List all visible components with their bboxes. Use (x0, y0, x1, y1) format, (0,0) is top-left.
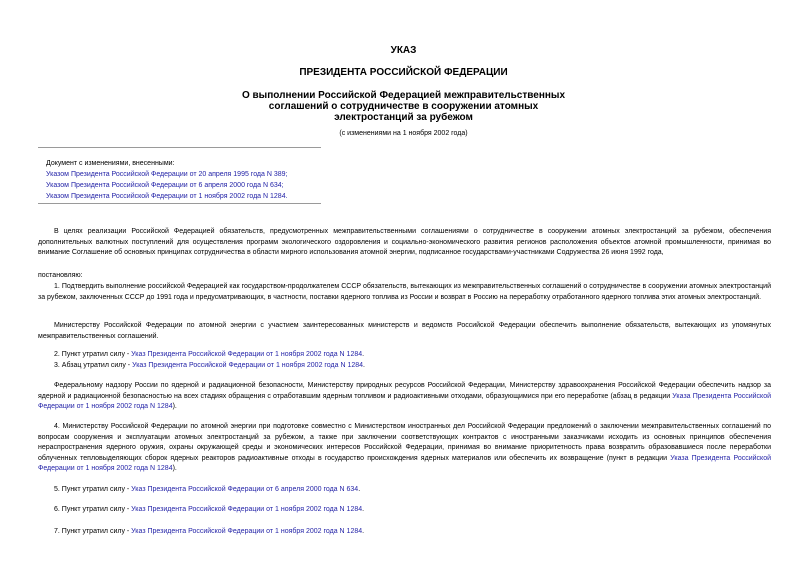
paragraph-text: Федеральному надзору России по ядерной и радиационной безопасности, Министерству природных ресурсов Российской Федерации, Министерству здравоохранения Российской Федерации обеспечить надзор за ядерной и радиационной безопасностью на всех стадиях обращения с отработавшим ядерным топливом и радиоактивными отходами, образующимися при его переработке (абзац в редакции (38, 382, 771, 400)
repeal-link[interactable]: Указ Президента Российской Федерации от 1 ноября 2002 года N 1284 (131, 506, 363, 513)
paragraph-end: ). (172, 403, 177, 410)
preamble-paragraph: В целях реализации Российской Федерацией обязательств, предусмотренных межправительственными соглашениями о сотрудничестве в сооружении атомных электростанций за рубежом, обеспечения дополнительных валютных поступлений для осуществления программ экологического оздоровления и социально-экономического развития регионов расположения объектов атомной промышленности, принимая во внимание Соглашение об основных принципах сотрудничества в области мирного использования атомной энергии, подписанное государствами-участниками Содружества 26 июня 1992 года, (38, 228, 771, 256)
paragraph-4 (38, 422, 771, 475)
paragraph-text: 7. Пункт утратил силу - (54, 528, 132, 535)
paragraph-1: 1. Подтвердить выполнение российской Федерацией как государством-продолжателем СССР обязательств, вытекающих из межправительственных соглашений о сотрудничестве в сооружении атомных электростанций за рубежом, заключенных СССР до 1991 года и предусматривающих, в частности, поставки ядерного топлива из России и возврат в Россию на переработку отработанного ядерного топлива этих атомных электростанций. (38, 283, 771, 301)
changes-intro: Документ с изменениями, внесенными: (46, 160, 175, 167)
period: . (363, 362, 365, 369)
change-link[interactable]: Указом Президента Российской Федерации от 6 апреля 2000 года N 634; (46, 182, 284, 189)
paragraph-6 (38, 505, 771, 516)
title-line: соглашений о сотрудничестве в сооружении атомных (268, 101, 539, 112)
paragraph-text: 6. Пункт утратил силу - (54, 506, 132, 513)
period: . (358, 486, 361, 493)
paragraph-1b: Министерству Российской Федерации по атомной энергии с участием заинтересованных министерств и ведомств Российской Федерации обеспечить выполнение обязательств, вытекающих из упомянутых межправительственных соглашений. (38, 322, 771, 340)
paragraph-3 (38, 361, 771, 372)
paragraph-7 (38, 527, 771, 538)
paragraph-text: 3. Абзац утратил силу - (54, 362, 133, 369)
doc-type-heading: УКАЗ (390, 45, 417, 56)
paragraph-text: 2. Пункт утратил силу - (54, 351, 132, 358)
repeal-link[interactable]: Указ Президента Российской Федерации от 1 ноября 2002 года N 1284 (132, 362, 364, 369)
divider-top (38, 147, 321, 148)
repeal-link[interactable]: Указ Президента Российской Федерации от 6 апреля 2000 года N 634 (131, 486, 359, 493)
paragraph-text: 4. Министерству Российской Федерации по атомной энергии при подготовке совместно с Министерством иностранных дел Российской Федерации предложений о заключении межправительственных соглашений по вопросам сооружения и эксплуатации атомных электростанций за рубежом, а также при заключении соответствующих контрактов с иностранными заказчиками исходить из основных принципов обеспечения нераспространения ядерного оружия, охраны окружающей среды и экономических интересов Российской Федерации, принимая во внимание приоритетность права возвратить образовавшиеся после переработки облученных тепловыделяющих сборок ядерных реакторов радиоактивные отходы в государство происхождения ядерных материалов или обеспечить их возвращение (пункт в редакции (38, 423, 771, 462)
title-line: электростанций за рубежом (334, 112, 473, 123)
period: . (362, 506, 365, 513)
changes-block (46, 158, 288, 202)
paragraph-text: 5. Пункт утратил силу - (54, 486, 132, 493)
repeal-link[interactable]: Указ Президента Российской Федерации от 1 ноября 2002 года N 1284 (131, 528, 363, 535)
period: . (362, 351, 365, 358)
repeal-link[interactable]: Указ Президента Российской Федерации от 1 ноября 2002 года N 1284 (131, 351, 363, 358)
issuer-heading: ПРЕЗИДЕНТА РОССИЙСКОЙ ФЕДЕРАЦИИ (299, 67, 508, 78)
title-line: О выполнении Российской Федерацией межправительственных (241, 90, 566, 101)
edition-link[interactable]: Указа Президента Российской Федерации от 1 ноября 2002 года N 1284 (38, 392, 772, 410)
paragraph-end: ). (172, 465, 177, 472)
change-link[interactable]: Указом Президента Российской Федерации от 1 ноября 2002 года N 1284. (46, 193, 288, 200)
edition-link[interactable]: Указа Президента Российской Федерации от 1 ноября 2002 года N 1284 (38, 454, 771, 472)
period: . (362, 528, 365, 535)
divider-bottom (38, 203, 321, 204)
document-title (0, 90, 807, 123)
paragraph-2 (38, 350, 771, 361)
change-link[interactable]: Указом Президента Российской Федерации от 20 апреля 1995 года N 389; (46, 171, 288, 178)
paragraph-5 (38, 485, 771, 496)
paragraph-3b (38, 381, 771, 413)
revision-note: (с изменениями на 1 ноября 2002 года) (339, 130, 468, 137)
decree-word: постановляю: (38, 272, 83, 279)
